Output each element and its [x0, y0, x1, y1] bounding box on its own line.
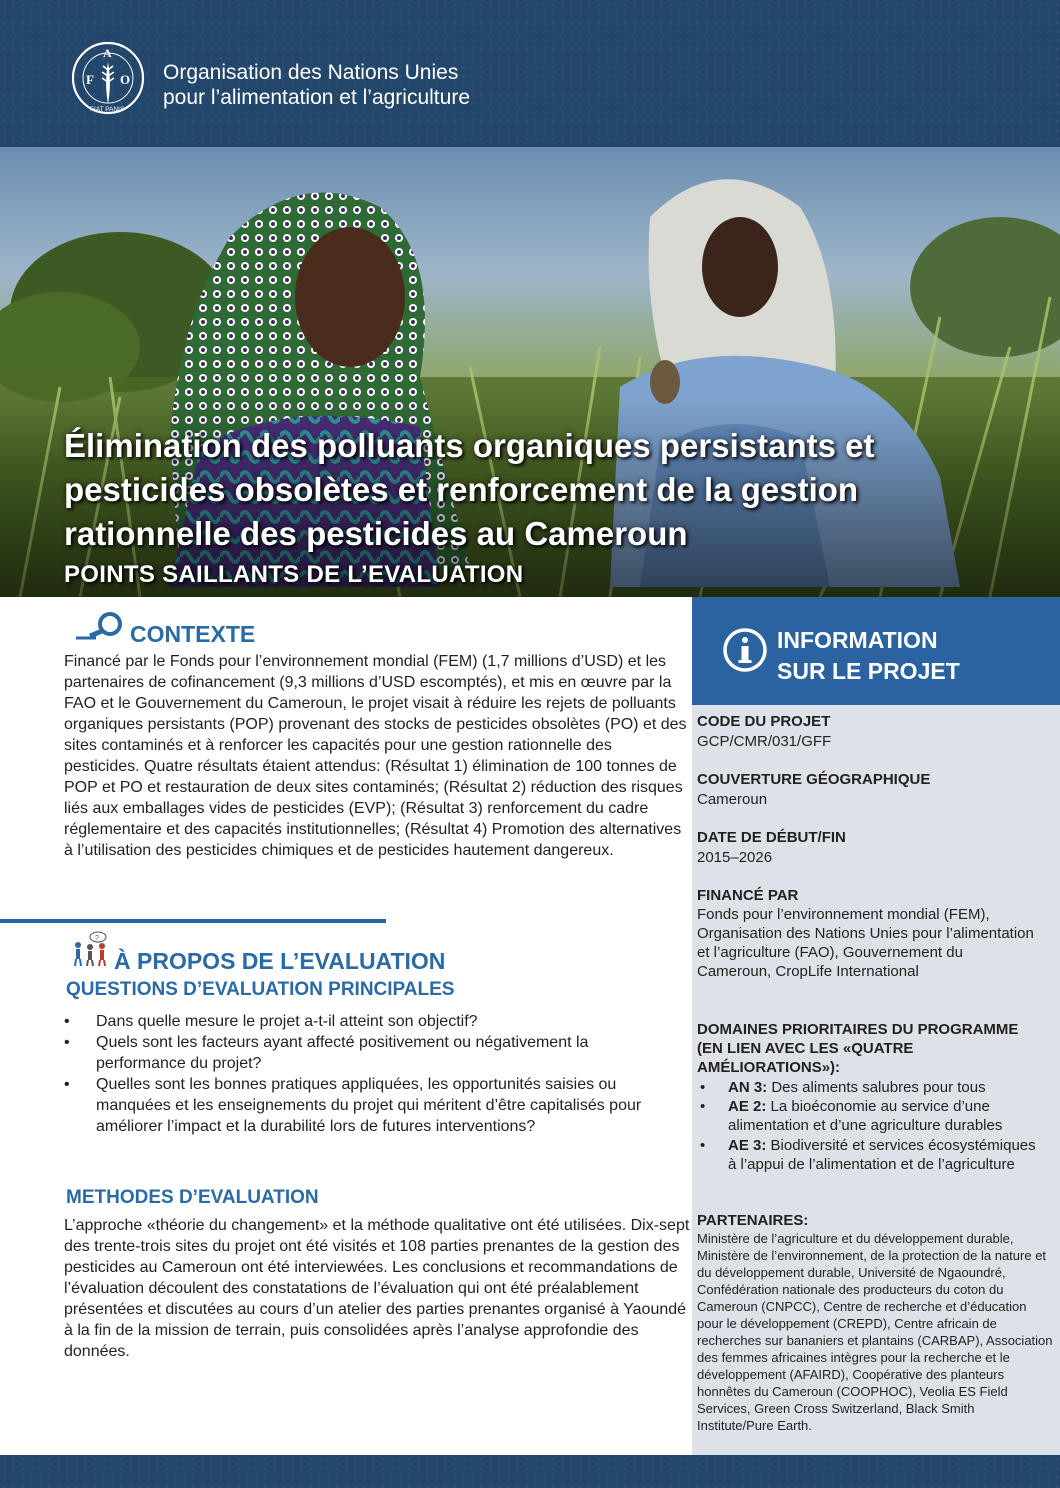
contexte-body: Financé par le Fonds pour l’environnement mondial (FEM) (1,7 millions d’USD) et les partenaires de cofinancement (9,3 millions d’USD escomptés), et mis en œuvre par la FAO et le Gouvernement du Cameroun, le projet visait à réduire les rejets de polluants organiques persistants (POP) provenant des stocks de pesticides obsolètes (PO) et des sites contaminés et à renforcer les capacités pour une gestion rationnelle des pesticides. Quatre résultats étaient attendus: (Résultat 1) élimination de 100 tonnes de POP et PO et restauration de deux sites contaminés; (Résultat 2) réduction des risques liés aux emballages vides de pesticides (EVP); (Résultat 3) renforcement du cadre réglementaire et des capacités institutionnelles; (Résultat 4) Promotion des alternatives à l’utilisation des pesticides chimiques et de pesticides hautement dangereux.	[64, 653, 687, 859]
logo-letter-a: A	[103, 46, 112, 60]
geo-value: Cameroun	[697, 791, 768, 808]
apropos-heading: À PROPOS DE L’EVALUATION	[114, 948, 446, 974]
questions-list	[64, 1011, 680, 1137]
domain-text: La bioéconomie au service d’une alimentation et d’une agriculture durables	[728, 1098, 1003, 1134]
magnifier-icon	[74, 611, 128, 641]
dates-value: 2015–2026	[697, 849, 773, 866]
sidebar-header	[692, 597, 1060, 705]
domains-label: DOMAINES PRIORITAIRES DU PROGRAMME (EN LIEN AVEC LES «QUATRE AMÉLIORATIONS»):	[697, 1021, 1019, 1076]
domain-code: AE 2:	[728, 1098, 767, 1115]
dates-label: DATE DE DÉBUT/FIN	[697, 829, 846, 846]
question-item: • Quels sont les facteurs ayant affecté positivement ou négativement la performance du projet?	[64, 1032, 680, 1074]
sidebar-title	[777, 625, 960, 687]
bullet-dot: •	[700, 1079, 706, 1096]
methodes-body: L’approche «théorie du changement» et la méthode qualitative ont été utilisées. Dix-sept des trente-trois sites du projet ont été visités et 108 parties prenantes de la gestion des pesticides au Cameroun ont été interviewées. Les conclusions et recommandations de l’évaluation découlent des constatations de l’évaluation qui ont été préalablement présentées et discutées au cours d’un atelier des parties prenantes organisé à Yaoundé à la fin de la mission de terrain, puis consolidées après l’analyse approfondie des données.	[64, 1217, 690, 1360]
bullet-dot: •	[700, 1137, 706, 1154]
logo-letter-o: O	[120, 72, 131, 87]
funded-value: Fonds pour l’environnement mondial (FEM), Organisation des Nations Unies pour l’alimentation et l’agriculture (FAO), Gouvernement du Cameroun, CropLife International	[697, 906, 1034, 980]
partners-label: PARTENAIRES:	[697, 1212, 809, 1229]
code-value: GCP/CMR/031/GFF	[697, 733, 832, 750]
people-discussion-icon	[70, 931, 110, 967]
domain-code: AN 3:	[728, 1079, 768, 1096]
document-title: Élimination des polluants organiques persistants et pesticides obsolètes et renforcement de la gestion rationnelle des pesticides au Cameroun	[64, 427, 875, 552]
methodes-heading: METHODES D’EVALUATION	[66, 1187, 319, 1208]
domain-text: Des aliments salubres pour tous	[771, 1079, 986, 1096]
domain-code: AE 3:	[728, 1137, 767, 1154]
fao-logo	[70, 40, 146, 116]
org-line-2: pour l’alimentation et l’agriculture	[163, 86, 470, 109]
header-banner	[0, 0, 1060, 147]
question-item: • Quelles sont les bonnes pratiques appliquées, les opportunités saisies ou manquées et les enseignements du projet qui méritent d’être capitalisés pour améliorer l’impact et la durabilité lors de futures interventions?	[64, 1074, 680, 1137]
organization-name	[163, 60, 470, 110]
question-item: • Dans quelle mesure le projet a-t-il atteint son objectif?	[64, 1011, 680, 1032]
sidebar-title-line-2: SUR LE PROJET	[777, 658, 960, 684]
section-divider	[0, 919, 386, 923]
partners-value: Ministère de l’agriculture et du développement durable, Ministère de l’environnement, de la protection de la nature et du développement durable, Université de Ngaoundré, Confédération nationale des producteurs du coton du Cameroun (CNPCC), Centre de recherche et d’éducation pour le développement (CREPD), Centre africain de recherches sur bananiers et plantains (CARBAP), Association des femmes africaines intègres pour la recherche et le développement (AFAIRD), Coopérative des planteurs honnêtes du Cameroun (COOPHOC), Veolia ES Field Services, Green Cross Switzerland, Black Smith Institute/Pure Earth.	[697, 1231, 1053, 1433]
org-line-1: Organisation des Nations Unies	[163, 61, 459, 84]
contexte-heading: CONTEXTE	[130, 621, 256, 647]
questions-heading: QUESTIONS D’EVALUATION PRINCIPALES	[66, 979, 455, 1000]
footer-banner	[0, 1455, 1060, 1488]
main-column	[0, 597, 692, 1455]
info-icon	[723, 628, 767, 672]
project-info-sidebar	[692, 597, 1060, 1455]
bullet-dot: •	[700, 1098, 706, 1115]
sidebar-title-line-1: INFORMATION	[777, 627, 938, 653]
domain-text: Biodiversité et services écosystémiques à l’appui de l’alimentation et de l’agriculture	[728, 1137, 1036, 1173]
svg-text:?: ?	[95, 935, 99, 942]
logo-letter-f: F	[86, 72, 94, 87]
document-subtitle: POINTS SAILLANTS DE L’EVALUATION	[64, 561, 524, 588]
logo-motto: FIAT PANIS	[90, 106, 125, 113]
geo-label: COUVERTURE GÉOGRAPHIQUE	[697, 771, 931, 788]
code-label: CODE DU PROJET	[697, 713, 831, 730]
funded-label: FINANCÉ PAR	[697, 887, 799, 904]
